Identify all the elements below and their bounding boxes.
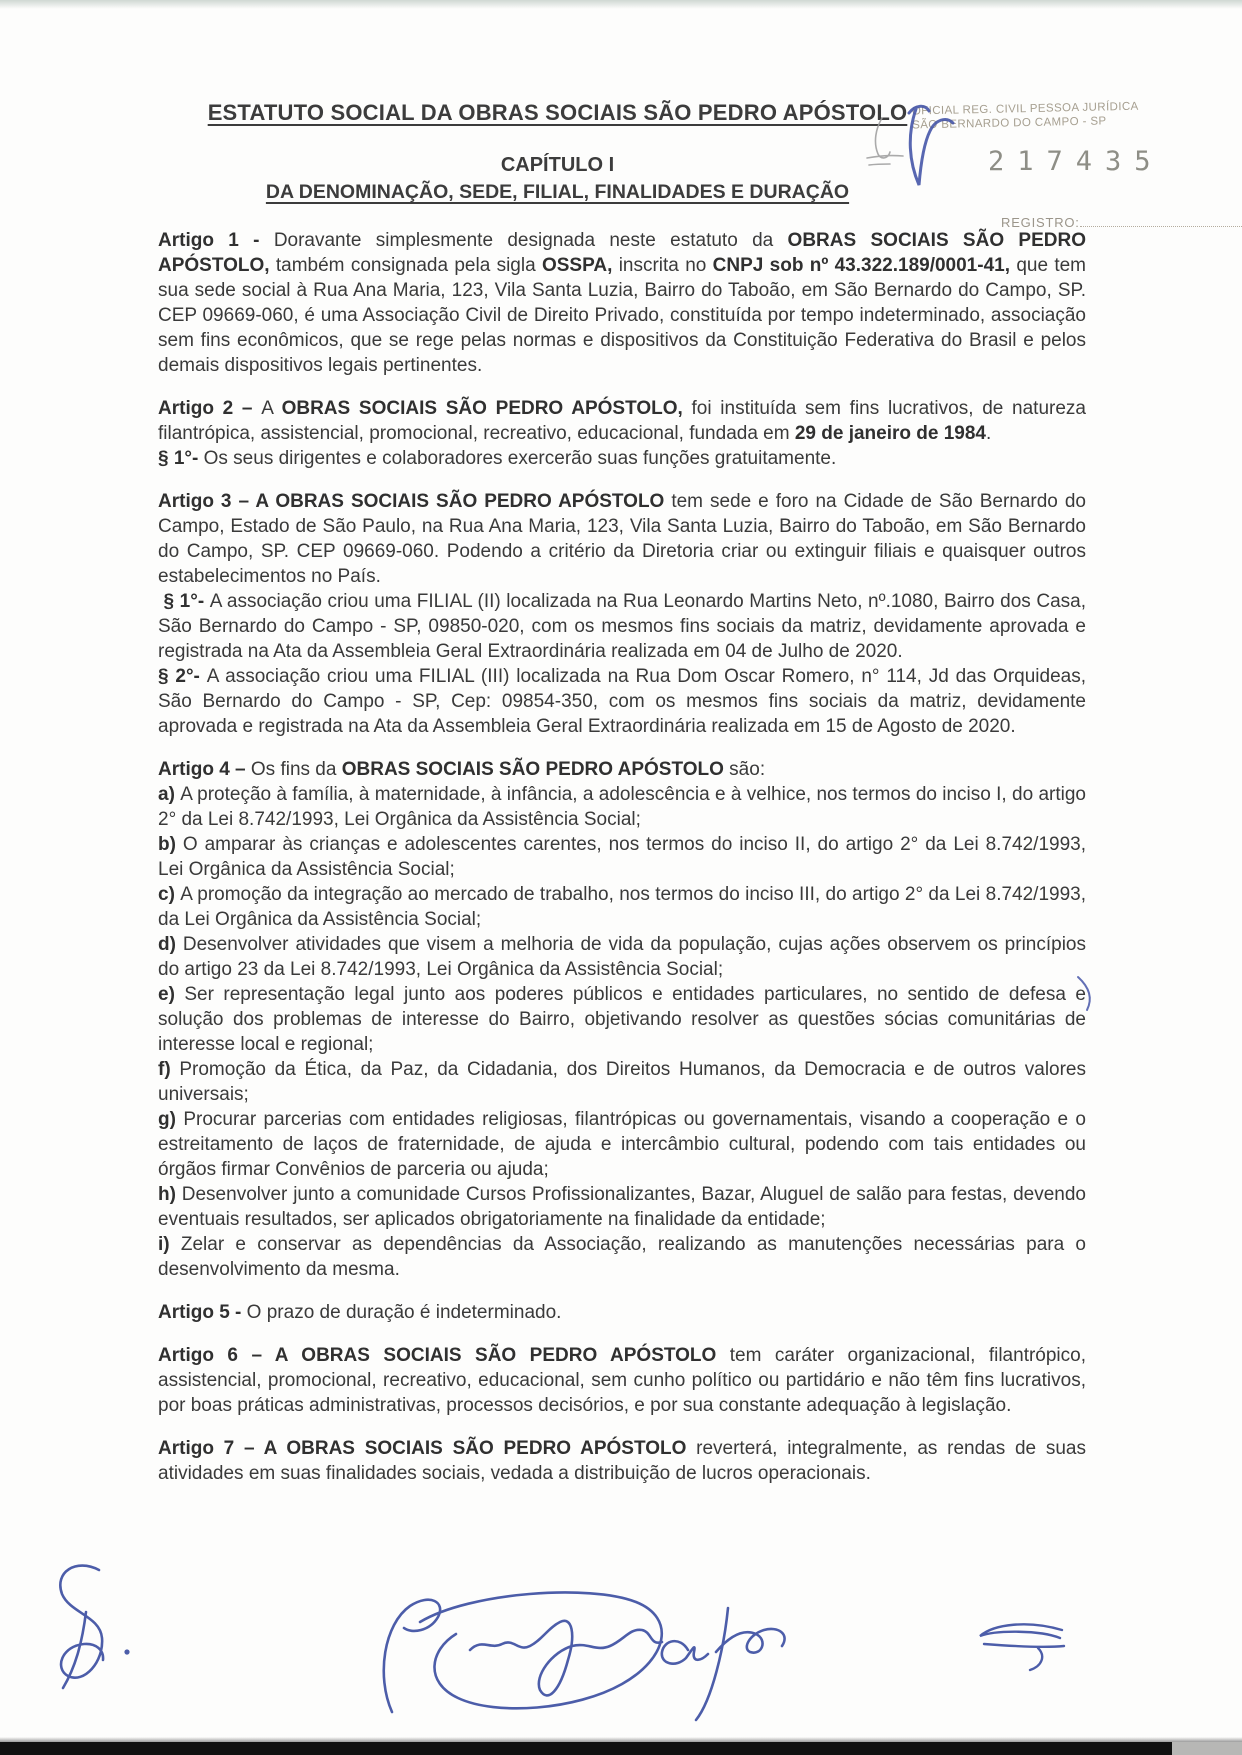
signature-left: [60, 1566, 129, 1688]
artigo-1: Artigo 1 - Doravante simplesmente designada neste estatuto da OBRAS SOCIAIS SÃO PEDRO APÓSTOLO, também consignada pela sigla OSSPA, inscrita no CNPJ sob nº 43.322.189/0001-41, que tem sua sede social à Rua Ana Maria, 123, Vila Santa Luzia, Bairro do Taboão, em São Bernardo do Campo, SP. CEP 09669-060, é uma Associação Civil de Direito Privado, constituída por tempo indeterminado, associação sem fins econômicos, que se rege pelas normas e dispositivos da Constituição Federativa do Brasil e pelos demais dispositivos legais pertinentes.: [158, 230, 1087, 376]
artigo-4-item-e: e) Ser representação legal junto aos poderes públicos e entidades particulares, no sentido de defesa e solução dos problemas de interesse do Bairro, objetivando resolver as questões sócias comunitárias de interesse local e regional;: [158, 984, 1086, 1055]
artigo-4-item-f: f) Promoção da Ética, da Paz, da Cidadania, dos Direitos Humanos, da Democracia e de outros valores universais;: [158, 1059, 1087, 1105]
artigo-2: Artigo 2 – A OBRAS SOCIAIS SÃO PEDRO APÓSTOLO, foi instituída sem fins lucrativos, de natureza filantrópica, assistencial, promocional, recreativo, educacional, fundada em 29 de janeiro de 1984.: [158, 398, 1086, 444]
artigo-4-item-d: d) Desenvolver atividades que visem a melhoria de vida da população, cujas ações observem os princípios do artigo 23 da Lei 8.742/1993, Lei Orgânica da Assistência Social;: [158, 934, 1086, 980]
artigo-4-item-b: b) O amparar às crianças e adolescentes carentes, nos termos do inciso II, do artigo 2° da Lei 8.742/1993, Lei Orgânica da Assistência Social;: [158, 834, 1086, 880]
artigo-4-item-g: g) Procurar parcerias com entidades religiosas, filantrópicas ou governamentais, visando a cooperação e o estreitamento de laços de fraternidade, de ajuda e intercâmbio cultural, podendo com tais entidades ou órgãos firmar Convênios de parceria ou ajuda;: [158, 1109, 1086, 1180]
artigo-6: Artigo 6 – A OBRAS SOCIAIS SÃO PEDRO APÓSTOLO tem caráter organizacional, filantrópico, assistencial, promocional, recreativo, educacional, sem cunho político ou partidário e não têm fins lucrativos, por boas práticas administrativas, processos decisórios, e por sua constante adequação à legislação.: [158, 1345, 1087, 1416]
scan-edge-bar: [0, 1742, 1242, 1755]
document-title: ESTATUTO SOCIAL DA OBRAS SOCIAIS SÃO PEDRO APÓSTOLO: [207, 100, 908, 125]
registry-office-stamp: [912, 98, 1242, 133]
artigo-3: Artigo 3 – A OBRAS SOCIAIS SÃO PEDRO APÓSTOLO tem sede e foro na Cidade de São Bernardo do Campo, Estado de São Paulo, na Rua Ana Maria, 123, Vila Santa Luzia, Bairro do Taboão, em São Bernardo do Campo, SP. CEP 09669-060. Podendo a critério da Diretoria criar ou extinguir filiais e quaisquer outros estabelecimentos no País.: [158, 491, 1086, 587]
statute-body: [158, 228, 1086, 1486]
artigo-4-item-c: c) A promoção da integração ao mercado de trabalho, nos termos do inciso III, do artigo 2° da Lei 8.742/1993, da Lei Orgânica da Assistência Social;: [158, 884, 1086, 930]
registro-blank-line: [1080, 214, 1242, 227]
registry-office-line2: SÃO BERNARDO DO CAMPO - SP: [912, 115, 1107, 132]
chapter-subheading: DA DENOMINAÇÃO, SEDE, FILIAL, FINALIDADES E DURAÇÃO: [265, 181, 850, 203]
artigo-4-item-i: i) Zelar e conservar as dependências da Associação, realizando as manutenções necessárias para o desenvolvimento da mesma.: [158, 1234, 1087, 1280]
artigo-4-item-h: h) Desenvolver junto a comunidade Cursos Profissionalizantes, Bazar, Aluguel de salão para festas, devendo eventuais resultados, ser aplicados obrigatoriamente na finalidade da entidade;: [158, 1184, 1087, 1230]
document-header: [70, 100, 1045, 204]
artigo-7: Artigo 7 – A OBRAS SOCIAIS SÃO PEDRO APÓSTOLO reverterá, integralmente, as rendas de suas atividades em suas finalidades sociais, vedada a distribuição de lucros operacionais.: [158, 1438, 1086, 1484]
registry-protocol-number: 217435: [988, 146, 1164, 177]
signature-center: [384, 1592, 785, 1720]
signature-right: [980, 1624, 1064, 1670]
artigo-5: Artigo 5 - O prazo de duração é indeterminado.: [158, 1302, 562, 1323]
artigo-2-paragrafo-1: § 1°- Os seus dirigentes e colaboradores exercerão suas funções gratuitamente.: [158, 448, 837, 469]
scan-edge-light-end: [1172, 1742, 1242, 1755]
artigo-4: Artigo 4 – Os fins da OBRAS SOCIAIS SÃO PEDRO APÓSTOLO são:: [158, 759, 766, 780]
artigo-3-paragrafo-2: § 2°- A associação criou uma FILIAL (III) localizada na Rua Dom Oscar Romero, n° 114, Jd das Orquideas, São Bernardo do Campo - SP, Cep: 09854-350, com os mesmos fins sociais da matriz, devidamente aprovada e registrada na Ata da Assembleia Geral Extraordinária realizada em 15 de Agosto de 2020.: [158, 666, 1087, 737]
registry-office-line1: OFICIAL REG. CIVIL PESSOA JURÍDICA: [911, 100, 1139, 118]
chapter-heading: CAPÍTULO I: [500, 154, 615, 176]
artigo-4-item-a: a) A proteção à família, à maternidade, à infância, a adolescência e à velhice, nos termos do inciso I, do artigo 2° da Lei 8.742/1993, Lei Orgânica da Assistência Social;: [158, 784, 1086, 830]
artigo-3-paragrafo-1: § 1°- A associação criou uma FILIAL (II) localizada na Rua Leonardo Martins Neto, nº.1080, Bairro dos Casa, São Bernardo do Campo - SP, 09850-020, com os mesmos fins sociais da matriz, devidamente aprovada e registrada na Ata da Assembleia Geral Extraordinária realizada em 04 de Julho de 2020.: [158, 591, 1086, 662]
registro-label: REGISTRO:: [1001, 215, 1080, 230]
